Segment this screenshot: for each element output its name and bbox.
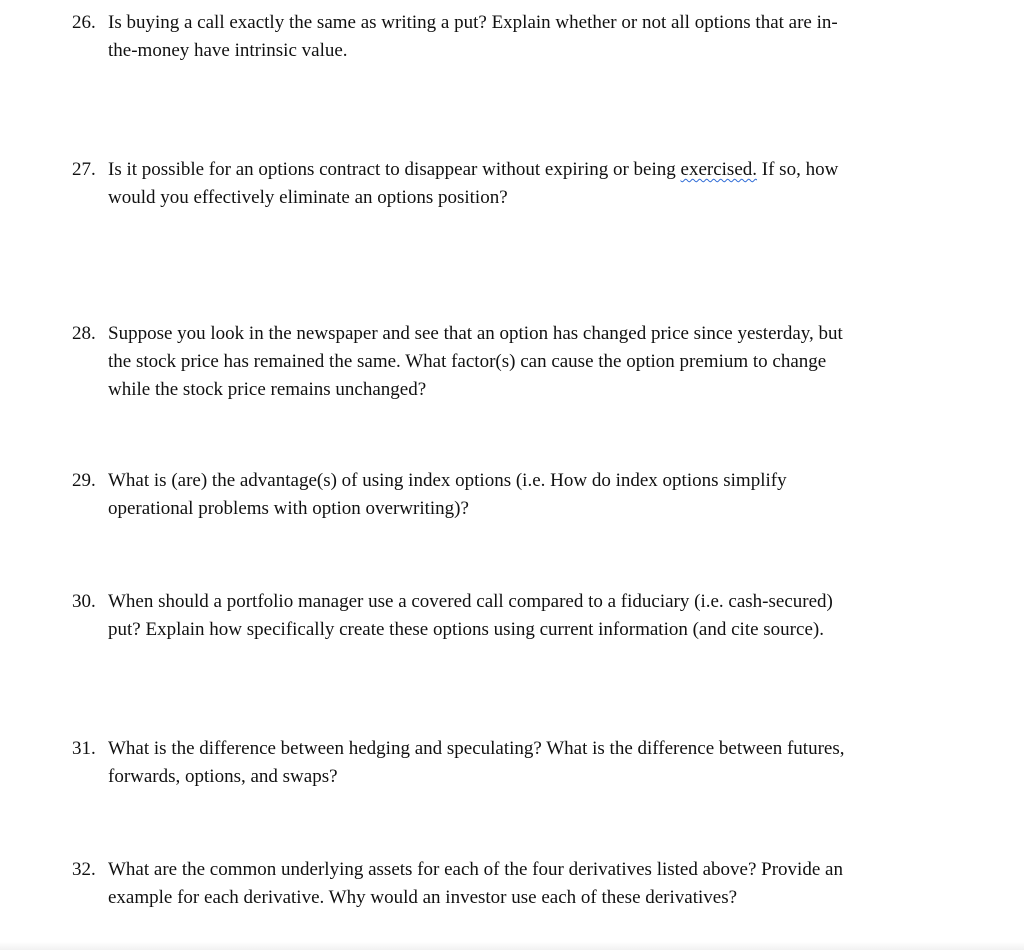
question-text	[108, 320, 952, 404]
question-28	[72, 320, 952, 404]
question-line-end: If so, how	[757, 159, 839, 180]
question-text	[108, 588, 952, 644]
question-line: the stock price has remained the same. What factor(s) can cause the option premium to change	[108, 351, 827, 372]
question-line: When should a portfolio manager use a covered call compared to a fiduciary (i.e. cash-secured)	[108, 591, 833, 612]
question-text	[108, 856, 952, 912]
question-text	[108, 467, 952, 523]
question-number: 30.	[72, 591, 96, 612]
question-number: 29.	[72, 470, 96, 491]
question-line: What are the common underlying assets for each of the four derivatives listed above? Provide an	[108, 859, 843, 880]
question-line: Suppose you look in the newspaper and see that an option has changed price since yesterday, but	[108, 323, 843, 344]
question-number: 28.	[72, 323, 96, 344]
question-line: would you effectively eliminate an options position?	[108, 187, 508, 208]
question-30	[72, 588, 952, 644]
question-line: the-money have intrinsic value.	[108, 40, 348, 61]
question-text	[108, 9, 952, 65]
question-text	[108, 735, 952, 791]
question-line	[108, 156, 952, 184]
question-32	[72, 856, 952, 912]
question-26	[72, 9, 952, 65]
question-31	[72, 735, 952, 791]
question-number: 26.	[72, 12, 96, 33]
question-number: 32.	[72, 859, 96, 880]
page-bottom-edge	[0, 942, 1024, 950]
question-27	[72, 156, 952, 212]
question-line: forwards, options, and swaps?	[108, 766, 338, 787]
question-line: Is buying a call exactly the same as writing a put? Explain whether or not all options that are in-	[108, 12, 838, 33]
question-line: example for each derivative. Why would an investor use each of these derivatives?	[108, 887, 738, 908]
question-text	[108, 156, 952, 212]
spellcheck-flagged-word[interactable]: exercised.	[680, 159, 758, 180]
question-line: What is (are) the advantage(s) of using index options (i.e. How do index options simplify	[108, 470, 787, 491]
question-number: 31.	[72, 738, 96, 759]
question-line-start: Is it possible for an options contract to disappear without expiring or being	[108, 159, 681, 180]
question-line: while the stock price remains unchanged?	[108, 379, 427, 400]
question-line: What is the difference between hedging and speculating? What is the difference between futures,	[108, 738, 845, 759]
question-line: put? Explain how specifically create these options using current information (and cite source).	[108, 619, 824, 640]
question-number: 27.	[72, 159, 96, 180]
question-29	[72, 467, 952, 523]
question-line: operational problems with option overwriting)?	[108, 498, 469, 519]
